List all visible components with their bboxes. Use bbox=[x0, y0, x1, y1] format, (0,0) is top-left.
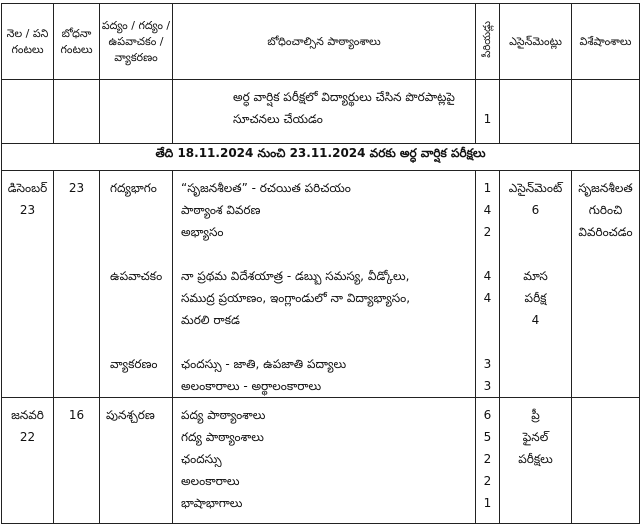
review-hours bbox=[54, 80, 100, 144]
assignment-line: 4 bbox=[531, 313, 540, 327]
january-row bbox=[2, 398, 640, 524]
period-value bbox=[476, 309, 499, 331]
january-teaching-hours bbox=[54, 398, 100, 524]
topic-line: సముద్ర ప్రయాణం, ఇంగ్లాండులో నా విద్యాభ్యాసం, bbox=[181, 291, 411, 305]
lesson-plan-table bbox=[1, 3, 640, 524]
month-hours: 22 bbox=[19, 430, 36, 444]
assignment-line: మాస bbox=[523, 269, 548, 283]
teaching-hours-value: 23 bbox=[68, 181, 85, 195]
category-prose: గద్యభాగం bbox=[110, 181, 157, 195]
assignment-line: పరీక్షలు bbox=[518, 452, 553, 466]
period-value: 1 bbox=[483, 181, 492, 195]
assignment-line: ప్రీ bbox=[531, 408, 540, 422]
header-month: నెల / పని గంటలు bbox=[2, 4, 54, 80]
period-value: 3 bbox=[483, 357, 492, 371]
review-periods bbox=[476, 80, 500, 144]
period-value: 5 bbox=[483, 430, 492, 444]
topic-line: పాఠ్యాంశ వివరణ bbox=[181, 203, 261, 217]
month-hours: 23 bbox=[19, 203, 36, 217]
topic-line: నా ప్రథమ విదేశయాత్ర - డబ్బు సమస్య, వీడ్కోలు, bbox=[181, 269, 410, 283]
header-row bbox=[2, 4, 640, 80]
review-category bbox=[100, 80, 173, 144]
period-value: 2 bbox=[483, 452, 492, 466]
topic-line: మరలి రాకడ bbox=[181, 313, 240, 327]
review-row bbox=[2, 80, 640, 144]
december-notes-cell bbox=[572, 171, 640, 398]
december-assignments-cell bbox=[500, 171, 572, 398]
header-teaching-hours: బోధనా గంటలు bbox=[54, 4, 100, 80]
january-month-cell bbox=[2, 398, 54, 524]
topic-line: అలంకారాలు - అర్థాలంకారాలు bbox=[181, 379, 322, 393]
december-periods-cell bbox=[476, 171, 500, 398]
topic-line: ఛందస్సు - జాతి, ఉపజాతి పద్యాలు bbox=[181, 357, 347, 371]
review-notes bbox=[572, 80, 640, 144]
december-month-cell bbox=[2, 171, 54, 398]
period-value: 4 bbox=[483, 291, 492, 305]
teaching-hours-value: 16 bbox=[68, 408, 85, 422]
header-notes: విశేషాంశాలు bbox=[572, 4, 640, 80]
review-topic-line: అర్ధ వార్షిక పరీక్షలో విద్యార్థులు చేసిన పొరపాట్లపై bbox=[233, 90, 455, 104]
month-label: జనవరి bbox=[11, 408, 44, 422]
category-grammar: వ్యాకరణం bbox=[110, 357, 158, 371]
december-category-cell bbox=[100, 171, 173, 398]
note-line: గురించి bbox=[588, 203, 623, 217]
review-topic-line: సూచనలు చేయడం bbox=[233, 112, 323, 126]
january-category-cell bbox=[100, 398, 173, 524]
month-label: డిసెంబర్ bbox=[7, 181, 48, 195]
category-revision: పునశ్చరణ bbox=[106, 408, 155, 422]
period-value: 4 bbox=[483, 269, 492, 283]
period-value: 3 bbox=[483, 379, 492, 393]
header-assignments: ఎసైన్‌మెంట్లు bbox=[500, 4, 572, 80]
topic-line: పద్య పాఠ్యాంశాలు bbox=[181, 408, 266, 422]
december-teaching-hours bbox=[54, 171, 100, 398]
topic-line: భాషాభాగాలు bbox=[181, 496, 243, 510]
january-notes-cell bbox=[572, 398, 640, 524]
assignment-line: 6 bbox=[531, 203, 540, 217]
topic-line: అభ్యాసం bbox=[181, 225, 224, 239]
december-topics-cell bbox=[173, 171, 476, 398]
review-assignment bbox=[500, 80, 572, 144]
assignment-line: ఫైనల్ bbox=[522, 430, 549, 444]
period-value: 1 bbox=[483, 496, 492, 510]
january-assignments-cell bbox=[500, 398, 572, 524]
december-row bbox=[2, 171, 640, 398]
period-value: 6 bbox=[483, 408, 492, 422]
period-value: 2 bbox=[483, 474, 492, 488]
topic-line: అలంకారాలు bbox=[181, 474, 240, 488]
topic-line: “సృజనశీలత” - రచయిత పరిచయం bbox=[181, 181, 351, 195]
assignment-line: ఎసైన్‌మెంట్ bbox=[508, 181, 563, 195]
exam-banner: తేది 18.11.2024 నుంచి 23.11.2024 వరకు అర్ధ వార్షిక పరీక్షలు bbox=[2, 144, 640, 171]
header-periods: పీరియడ్లు bbox=[476, 4, 500, 80]
header-topics: బోధించాల్సిన పాఠ్యాంశాలు bbox=[173, 4, 476, 80]
period-value: 2 bbox=[483, 225, 492, 239]
exam-banner-row bbox=[2, 144, 640, 171]
topic-line: గద్య పాఠ్యాంశాలు bbox=[181, 430, 264, 444]
review-topics bbox=[173, 80, 476, 144]
topic-line: ఛందస్సు bbox=[181, 452, 222, 466]
january-periods-cell bbox=[476, 398, 500, 524]
period-value: 1 bbox=[483, 112, 492, 126]
january-topics-cell bbox=[173, 398, 476, 524]
review-month bbox=[2, 80, 54, 144]
period-value: 4 bbox=[483, 203, 492, 217]
category-reader: ఉపవాచకం bbox=[110, 269, 163, 283]
note-line: సృజనశీలత bbox=[578, 181, 633, 195]
note-line: వివరించడం bbox=[578, 225, 633, 239]
assignment-line: పరీక్ష bbox=[524, 291, 547, 305]
header-category: పద్యం / గద్యం / ఉపవాచకం / వ్యాకరణం bbox=[100, 4, 173, 80]
